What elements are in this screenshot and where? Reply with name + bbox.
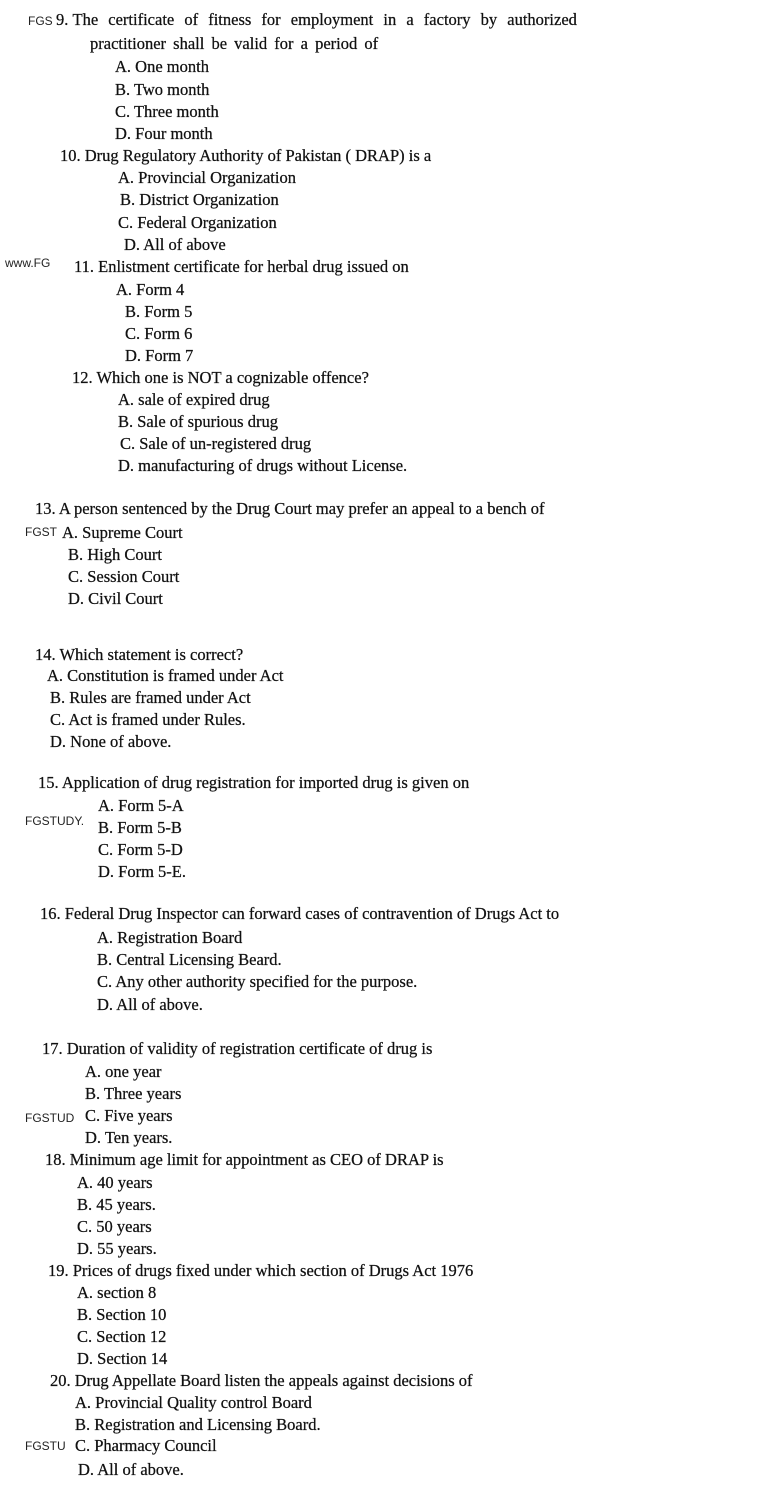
answer-option: C. Three month [115, 102, 219, 121]
question-stem [48, 1261, 473, 1281]
question-text: Minimum age limit for appointment as CEO of DRAP is [69, 1150, 444, 1169]
question-text: Enlistment certificate for herbal drug issued on [98, 257, 409, 276]
answer-option: B. Two month [115, 80, 210, 99]
question-stem [35, 499, 545, 519]
question-stem [35, 645, 243, 665]
question-text: Federal Drug Inspector can forward cases of contravention of Drugs Act to [64, 904, 560, 923]
answer-option: B. Form 5-B [98, 818, 182, 837]
answer-option: B. Central Licensing Beard. [97, 950, 282, 969]
question-stem [45, 1150, 444, 1170]
answer-option: B. Three years [85, 1084, 182, 1103]
answer-option: C. Form 6 [125, 324, 193, 343]
answer-option: B. High Court [68, 545, 162, 564]
question-text: Drug Regulatory Authority of Pakistan ( DRAP) is a [84, 146, 432, 165]
answer-option: A. Supreme Court [62, 523, 183, 542]
answer-option: C. Any other authority specified for the purpose. [97, 972, 418, 991]
question-number: 12. [72, 368, 93, 387]
answer-option: C. Pharmacy Council [75, 1436, 217, 1455]
watermark-text: FGSTUDY. [25, 814, 85, 828]
question-stem [74, 257, 409, 277]
question-text: Prices of drugs fixed under which section of Drugs Act 1976 [72, 1261, 474, 1280]
answer-option: D. 55 years. [77, 1239, 157, 1258]
answer-option: D. All of above. [97, 995, 203, 1014]
answer-option: C. Section 12 [77, 1327, 167, 1346]
answer-option: B. 45 years. [77, 1195, 156, 1214]
answer-option: D. Civil Court [68, 589, 163, 608]
answer-option: C. Form 5-D [98, 840, 183, 859]
question-text: Which statement is correct? [59, 645, 244, 664]
question-stem [42, 1039, 432, 1059]
question-stem [40, 904, 559, 924]
answer-option: C. Sale of un-registered drug [120, 434, 312, 453]
answer-option: D. Form 5-E. [98, 862, 186, 881]
answer-option: D. All of above. [78, 1460, 184, 1479]
answer-option: C. Session Court [68, 567, 180, 586]
answer-option: D. Section 14 [77, 1349, 168, 1368]
answer-option: B. Section 10 [77, 1305, 167, 1324]
question-text: Application of drug registration for imported drug is given on [61, 773, 470, 792]
question-stem [56, 10, 577, 30]
question-number: 20. [50, 1371, 71, 1390]
answer-option: C. Five years [85, 1106, 173, 1125]
watermark-text: FGSTUD [25, 1111, 75, 1125]
question-text: Drug Appellate Board listen the appeals against decisions of [74, 1371, 473, 1390]
question-number: 18. [45, 1150, 66, 1169]
answer-option: D. Ten years. [85, 1128, 173, 1147]
question-number: 10. [60, 146, 81, 165]
answer-option: B. Registration and Licensing Board. [75, 1415, 321, 1434]
question-number: 9. [56, 10, 69, 29]
answer-option: C. Act is framed under Rules. [50, 710, 246, 729]
question-number: 11. [74, 257, 95, 276]
question-text: Which one is NOT a cognizable offence? [96, 368, 369, 387]
question-number: 15. [38, 773, 59, 792]
answer-option: A. One month [115, 57, 209, 76]
answer-option: D. Four month [115, 124, 213, 143]
answer-option: A. sale of expired drug [118, 390, 270, 409]
answer-option: D. Form 7 [125, 346, 194, 365]
answer-option: A. one year [85, 1062, 162, 1081]
question-number: 19. [48, 1261, 69, 1280]
answer-option: D. manufacturing of drugs without License. [118, 456, 408, 475]
answer-option: A. Constitution is framed under Act [47, 666, 284, 685]
question-stem [38, 773, 469, 793]
question-stem [72, 368, 369, 388]
watermark-text: FGST [25, 525, 57, 539]
question-stem [50, 1371, 472, 1391]
question-text: A person sentenced by the Drug Court may prefer an appeal to a bench of [58, 499, 545, 518]
answer-option: A. Registration Board [97, 928, 243, 947]
question-number: 17. [42, 1039, 63, 1058]
answer-option: A. Form 5-A [98, 796, 184, 815]
answer-option: B. Rules are framed under Act [50, 688, 251, 707]
answer-option: A. Form 4 [116, 280, 185, 299]
question-number: 16. [40, 904, 61, 923]
answer-option: A. Provincial Quality control Board [75, 1393, 312, 1412]
answer-option: B. District Organization [120, 190, 279, 209]
watermark-text: FGSTU [25, 1439, 66, 1453]
answer-option: D. None of above. [50, 732, 172, 751]
question-stem [60, 146, 431, 166]
question-number: 13. [35, 499, 56, 518]
question-number: 14. [35, 645, 56, 664]
answer-option: A. Provincial Organization [118, 168, 296, 187]
answer-option: C. Federal Organization [118, 213, 277, 232]
answer-option: A. 40 years [77, 1173, 153, 1192]
watermark-text: FGS [28, 14, 53, 28]
answer-option: C. 50 years [77, 1217, 152, 1236]
question-text-continued: practitioner shall be valid for a period of [90, 34, 379, 53]
question-text: Duration of validity of registration certificate of drug is [66, 1039, 433, 1058]
answer-option: D. All of above [124, 235, 226, 254]
watermark-text: www.FG [5, 256, 51, 270]
answer-option: B. Sale of spurious drug [118, 412, 278, 431]
question-text: The certificate of fitness for employment in a factory by authorized [72, 10, 577, 29]
answer-option: B. Form 5 [125, 302, 193, 321]
answer-option: A. section 8 [77, 1283, 157, 1302]
